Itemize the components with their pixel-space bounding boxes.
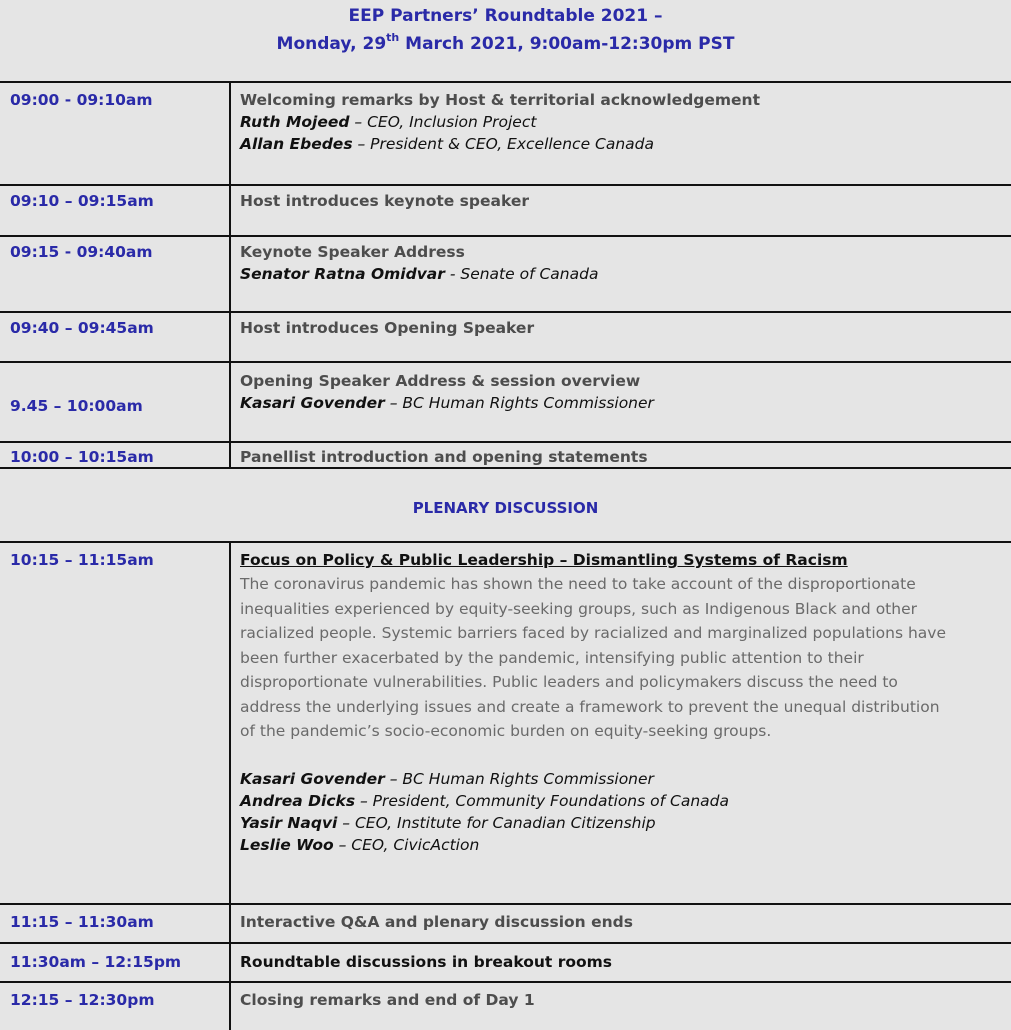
row-time: 09:15 - 09:40am — [10, 243, 153, 261]
row-time: 11:15 – 11:30am — [10, 913, 154, 931]
speaker: Leslie Woo – CEO, CivicAction — [240, 835, 480, 854]
row-time: 09:00 - 09:10am — [10, 91, 153, 109]
row-title: Closing remarks and end of Day 1 — [240, 991, 535, 1009]
row-title: Focus on Policy & Public Leadership – Dismantling Systems of Racism — [240, 551, 848, 569]
column-divider — [229, 541, 231, 1030]
row-time: 9.45 – 10:00am — [10, 397, 143, 415]
row-title: Roundtable discussions in breakout rooms — [240, 953, 613, 971]
row-divider — [0, 311, 1011, 313]
column-divider — [229, 81, 231, 469]
section-heading: PLENARY DISCUSSION — [412, 499, 599, 517]
speaker: Andrea Dicks – President, Community Foundations of Canada — [240, 791, 729, 810]
row-description — [240, 911, 1005, 933]
row-title: Welcoming remarks by Host & territorial acknowledgement — [240, 91, 760, 109]
speaker: Ruth Mojeed – CEO, Inclusion Project — [240, 113, 537, 131]
row-description — [240, 989, 1005, 1011]
row-description — [240, 446, 1005, 468]
row-divider — [0, 541, 1011, 543]
row-title: Host introduces Opening Speaker — [240, 319, 535, 337]
row-time: 09:40 – 09:45am — [10, 319, 154, 337]
row-description — [240, 951, 1005, 973]
row-divider — [0, 981, 1011, 983]
row-time: 12:15 – 12:30pm — [10, 991, 155, 1009]
page-header — [0, 0, 1011, 58]
row-divider — [0, 942, 1011, 944]
row-description — [240, 549, 1005, 856]
row-title: Host introduces keynote speaker — [240, 192, 530, 210]
row-time: 09:10 – 09:15am — [10, 192, 154, 210]
speaker: Yasir Naqvi – CEO, Institute for Canadian Citizenship — [240, 813, 656, 832]
speaker: Kasari Govender – BC Human Rights Commissioner — [240, 394, 654, 412]
row-time: 11:30am – 12:15pm — [10, 953, 182, 971]
row-divider — [0, 903, 1011, 905]
row-description — [240, 190, 1005, 212]
header-title: EEP Partners’ Roundtable 2021 – — [348, 6, 663, 26]
row-divider — [0, 441, 1011, 443]
row-description — [240, 317, 1005, 339]
row-description — [240, 370, 1005, 414]
row-title: Opening Speaker Address & session overview — [240, 372, 641, 390]
row-description — [240, 89, 1005, 155]
row-divider — [0, 361, 1011, 363]
row-title: Panellist introduction and opening statements — [240, 448, 648, 466]
row-divider — [0, 184, 1011, 186]
speaker: Allan Ebedes – President & CEO, Excellence Canada — [240, 135, 655, 153]
row-description — [240, 241, 1005, 285]
row-title: Keynote Speaker Address — [240, 243, 465, 261]
row-time: 10:15 – 11:15am — [10, 551, 154, 569]
row-time: 10:00 – 10:15am — [10, 448, 154, 466]
row-divider — [0, 235, 1011, 237]
session-description: The coronavirus pandemic has shown the need to take account of the disproportionate inequalities experienced by equity-seeking groups, such as Indigenous Black and other racialized people. Systemic barriers faced by racialized and marginalized populations have been further exacerbated by the pandemic, intensifying public attention to their disproportionate vulnerabilities. Public leaders and policymakers discuss the need to address the underlying issues and create a framework to prevent the unequal distribution of the pandemic’s socio-economic burden on equity-seeking groups. — [240, 575, 947, 740]
speaker: Kasari Govender – BC Human Rights Commissioner — [240, 769, 654, 788]
header-date: Monday, 29th March 2021, 9:00am-12:30pm PST — [276, 31, 735, 54]
speaker: Senator Ratna Omidvar - Senate of Canada — [240, 265, 599, 283]
row-divider — [0, 81, 1011, 83]
row-title: Interactive Q&A and plenary discussion ends — [240, 913, 633, 931]
